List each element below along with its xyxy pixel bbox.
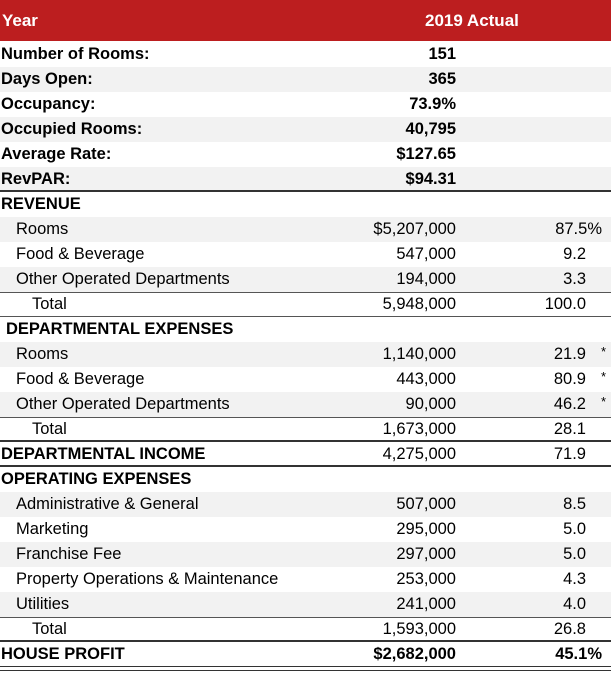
line-item-value: 90,000 (405, 395, 456, 413)
line-item-label: Rooms (16, 220, 69, 238)
revenue-row-other-operated (0, 267, 611, 292)
total-value: 1,673,000 (382, 420, 456, 438)
line-item-percent: 21.9 (553, 345, 586, 363)
house-profit-value: $2,682,000 (373, 645, 456, 663)
section-heading: OPERATING EXPENSES (1, 470, 192, 488)
op-expense-total-row (0, 617, 611, 642)
stat-value: 151 (428, 45, 456, 63)
line-item-value: 547,000 (396, 245, 456, 263)
stat-label: RevPAR: (1, 170, 71, 188)
line-item-value: 507,000 (396, 495, 456, 513)
line-item-label: Other Operated Departments (16, 270, 230, 288)
line-item-value: 1,140,000 (382, 345, 456, 363)
stat-row-occupancy (0, 92, 611, 117)
section-heading-departmental-expenses (0, 317, 611, 342)
footnote-marker: * (601, 394, 607, 409)
year-header-label: Year (2, 11, 38, 30)
line-item-value: 297,000 (396, 545, 456, 563)
revenue-row-rooms (0, 217, 611, 242)
line-item-label: Food & Beverage (16, 245, 145, 263)
stat-label: Occupied Rooms: (1, 120, 143, 138)
op-expense-row-admin-general (0, 492, 611, 517)
section-heading: DEPARTMENTAL EXPENSES (6, 320, 234, 338)
line-item-percent: 4.3 (563, 570, 586, 588)
total-percent: 100.0 (544, 295, 586, 313)
footnote-marker: * (601, 344, 607, 359)
line-item-percent: 87.5% (555, 220, 602, 238)
line-item-value: $5,207,000 (373, 220, 456, 238)
total-label: Total (32, 420, 67, 438)
revenue-row-food-beverage (0, 242, 611, 267)
stat-row-average-rate (0, 142, 611, 167)
stat-label: Occupancy: (1, 95, 96, 113)
line-item-percent: 5.0 (563, 520, 586, 538)
line-item-label: Property Operations & Maintenance (16, 570, 279, 588)
footnote-marker: * (601, 369, 607, 384)
total-percent: 26.8 (553, 620, 586, 638)
line-item-percent: 8.5 (563, 495, 586, 513)
line-item-label: Administrative & General (16, 495, 199, 513)
departmental-income-value: 4,275,000 (382, 445, 456, 463)
line-item-label: Marketing (16, 520, 89, 538)
stat-value: 365 (428, 70, 456, 88)
line-item-percent: 9.2 (563, 245, 586, 263)
line-item-percent: 3.3 (563, 270, 586, 288)
total-value: 1,593,000 (382, 620, 456, 638)
line-item-label: Rooms (16, 345, 69, 363)
line-item-percent: 4.0 (563, 595, 586, 613)
double-underline (0, 666, 611, 671)
stat-label: Days Open: (1, 70, 93, 88)
dept-expense-row-rooms (0, 342, 611, 367)
departmental-income-percent: 71.9 (553, 445, 586, 463)
line-item-percent: 80.9 (553, 370, 586, 388)
line-item-percent: 5.0 (563, 545, 586, 563)
departmental-income-label: DEPARTMENTAL INCOME (1, 445, 206, 463)
line-item-label: Other Operated Departments (16, 395, 230, 413)
stat-label: Average Rate: (1, 145, 112, 163)
section-heading-revenue (0, 192, 611, 217)
op-expense-row-franchise-fee (0, 542, 611, 567)
dept-expense-row-food-beverage (0, 367, 611, 392)
section-heading: REVENUE (1, 195, 81, 213)
line-item-value: 241,000 (396, 595, 456, 613)
op-expense-row-property-operations (0, 567, 611, 592)
total-value: 5,948,000 (382, 295, 456, 313)
dept-expense-row-other-operated (0, 392, 611, 417)
stat-row-number-of-rooms (0, 42, 611, 67)
stat-value: 73.9% (409, 95, 456, 113)
line-item-value: 443,000 (396, 370, 456, 388)
line-item-percent: 46.2 (553, 395, 586, 413)
line-item-label: Utilities (16, 595, 70, 613)
stat-label: Number of Rooms: (1, 45, 150, 63)
dept-expense-total-row (0, 417, 611, 442)
total-label: Total (32, 295, 67, 313)
op-expense-row-utilities (0, 592, 611, 617)
line-item-value: 295,000 (396, 520, 456, 538)
house-profit-label: HOUSE PROFIT (1, 645, 125, 663)
line-item-label: Franchise Fee (16, 545, 122, 563)
column-header-2019-actual: 2019 Actual (425, 11, 519, 30)
stat-value: $94.31 (405, 170, 456, 188)
house-profit-percent: 45.1% (555, 645, 602, 663)
line-item-label: Food & Beverage (16, 370, 145, 388)
table-header (0, 0, 611, 41)
op-expense-row-marketing (0, 517, 611, 542)
stat-row-occupied-rooms (0, 117, 611, 142)
stat-value: $127.65 (396, 145, 456, 163)
section-heading-operating-expenses (0, 467, 611, 492)
total-percent: 28.1 (553, 420, 586, 438)
house-profit-row (0, 642, 611, 667)
total-label: Total (32, 620, 67, 638)
stat-row-revpar (0, 167, 611, 192)
line-item-value: 194,000 (396, 270, 456, 288)
departmental-income-row (0, 442, 611, 467)
revenue-total-row (0, 292, 611, 317)
stat-row-days-open (0, 67, 611, 92)
line-item-value: 253,000 (396, 570, 456, 588)
stat-value: 40,795 (405, 120, 456, 138)
